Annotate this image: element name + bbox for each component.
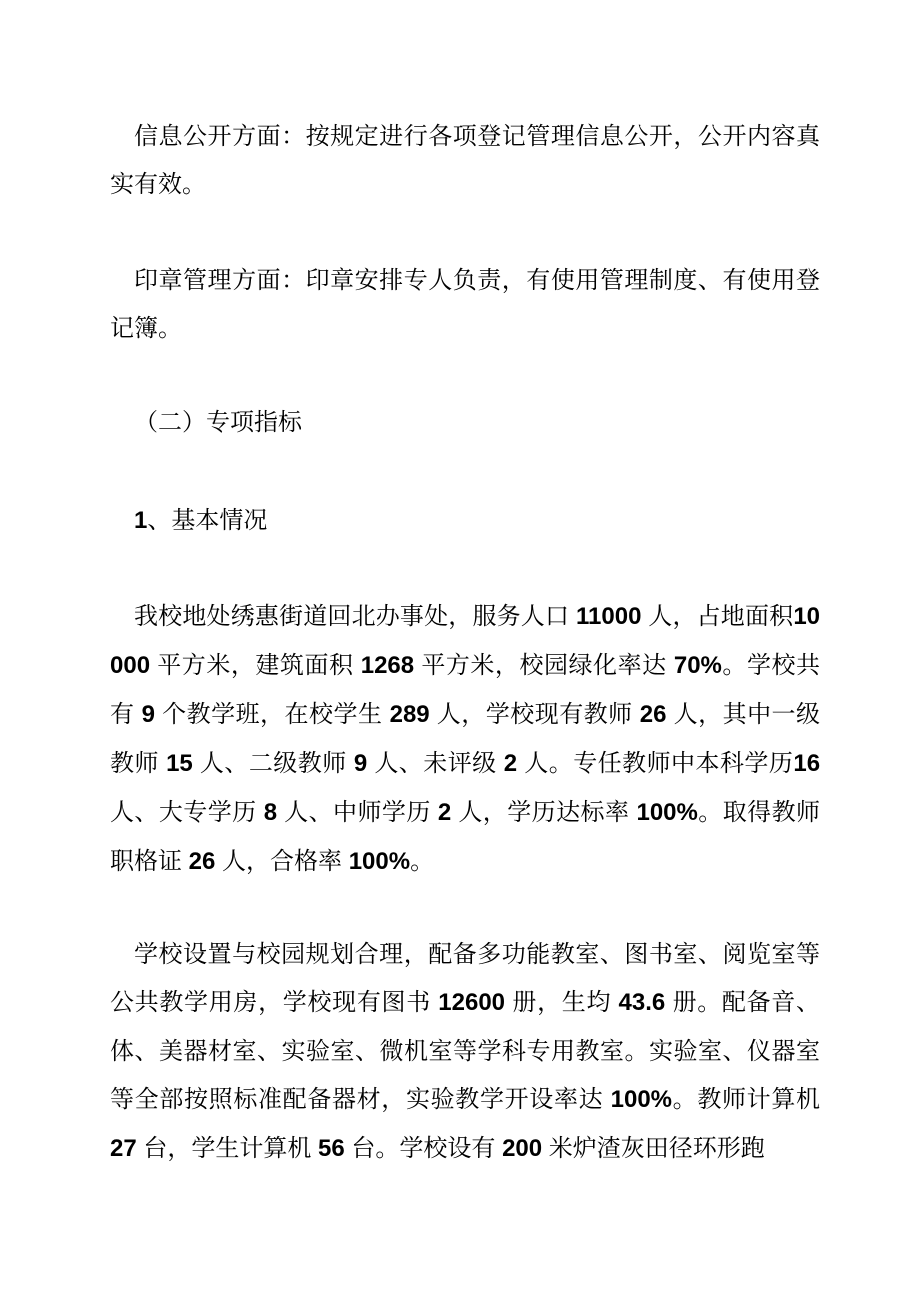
- number-text: 9: [134, 701, 163, 728]
- body-text: 我校地处绣惠街道回北办事处，服务人口: [134, 602, 570, 630]
- body-text: 人、中师学历: [284, 798, 431, 826]
- body-text: 人、大专学历: [110, 798, 257, 826]
- number-text: 26: [632, 701, 674, 728]
- paragraph-basic-info: [110, 592, 820, 886]
- body-text: 册。配备音、体、美器材室、实验室、微机室等学科专用教室。实验室、仪器室等全部按照标准配备器材，实验教学开设率达: [110, 988, 820, 1113]
- body-text: 人、二级教师: [199, 749, 347, 777]
- body-text: 信息公开方面：按规定进行各项登记管理信息公开，公开内容真实有效。: [110, 122, 820, 198]
- body-text: 个教学班，在校学生: [162, 700, 383, 728]
- number-text: 100%: [603, 1086, 673, 1113]
- paragraph-seal-management: [110, 256, 820, 352]
- number-text: 2: [430, 799, 459, 826]
- body-text: 。学校共有: [110, 651, 821, 728]
- body-text: 、基本情况: [147, 506, 268, 534]
- number-text: 1: [134, 507, 148, 534]
- number-text: 12600: [430, 989, 513, 1016]
- body-text: 人，合格率: [222, 847, 343, 875]
- number-text: 56: [311, 1135, 352, 1162]
- number-text: 1268: [353, 652, 422, 679]
- body-text: 。取得教师职格证: [110, 798, 821, 875]
- body-text: 。教师计算机: [672, 1085, 821, 1113]
- body-text: 台。学校设有: [351, 1134, 496, 1162]
- body-text: 人，学历达标率: [458, 798, 630, 826]
- number-text: 2: [496, 750, 525, 777]
- number-text: 289: [382, 701, 437, 728]
- number-text: 27: [110, 1135, 144, 1162]
- body-text: 人、未评级: [374, 749, 497, 777]
- heading-basic-info: [110, 496, 820, 545]
- number-text: 8: [256, 799, 285, 826]
- number-text: 70%: [666, 652, 722, 679]
- number-text: 15: [158, 750, 200, 777]
- heading-special-indicators: [110, 398, 820, 446]
- number-text: 26: [182, 848, 223, 875]
- number-text: 100%: [342, 848, 411, 875]
- body-text: 人，其中一级教师: [110, 700, 821, 777]
- body-text: 台，学生计算机: [143, 1134, 312, 1162]
- body-text: 印章管理方面：印章安排专人负责，有使用管理制度、有使用登记簿。: [110, 266, 820, 342]
- number-text: 200: [495, 1135, 549, 1162]
- number-text: 11000: [569, 603, 649, 630]
- body-text: 米炉渣灰田径环形跑: [548, 1134, 765, 1162]
- paragraph-facilities: [110, 930, 820, 1173]
- body-text: 人。专任教师中本科学历: [524, 749, 794, 777]
- body-text: 人，占地面积: [648, 602, 794, 630]
- body-text: 学校设置与校园规划合理，配备多功能教室、图书室、阅览室等公共教学用房，学校现有图书: [110, 940, 820, 1016]
- number-text: 10000: [110, 603, 821, 679]
- body-text: （二）专项指标: [134, 408, 302, 436]
- body-text: 平方米，建筑面积: [157, 651, 354, 679]
- paragraph-info-disclosure: [110, 112, 820, 208]
- body-text: 。: [410, 847, 435, 875]
- number-text: 16: [793, 750, 821, 777]
- number-text: 100%: [629, 799, 698, 826]
- number-text: 43.6: [611, 989, 673, 1016]
- body-text: 人，学校现有教师: [436, 700, 633, 728]
- body-text: 平方米，校园绿化率达: [421, 651, 667, 679]
- body-text: 册，生均: [512, 988, 612, 1016]
- number-text: 9: [346, 750, 375, 777]
